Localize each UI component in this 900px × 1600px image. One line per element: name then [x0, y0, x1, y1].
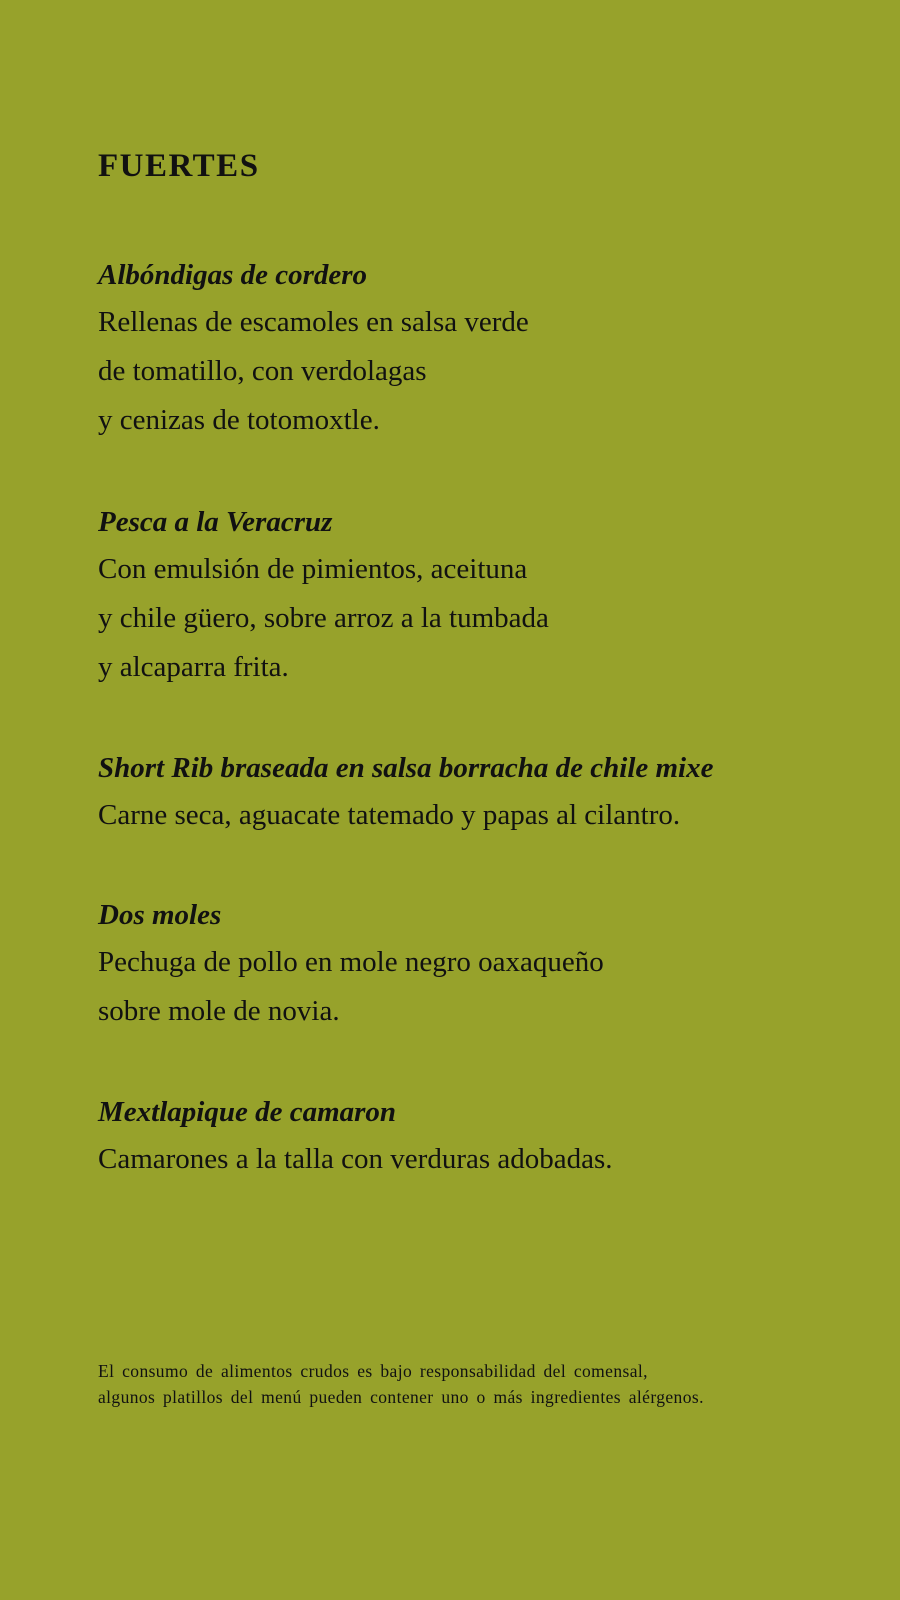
dish-description	[98, 791, 858, 840]
dish-description	[98, 1135, 858, 1184]
dish-item	[98, 258, 858, 445]
dish-description	[98, 938, 858, 1036]
section-title: FUERTES	[98, 148, 260, 184]
dish-description-line: Pechuga de pollo en mole negro oaxaqueño	[98, 946, 604, 978]
dish-name: Mextlapique de camaron	[98, 1096, 397, 1128]
dish-description	[98, 545, 858, 692]
dish-description-line: Rellenas de escamoles en salsa verde	[98, 306, 529, 338]
dish-description-line: Con emulsión de pimientos, aceituna	[98, 553, 528, 585]
dish-description-line: y cenizas de totomoxtle.	[98, 404, 380, 436]
dish-name: Albóndigas de cordero	[98, 259, 368, 291]
dish-description-line: Carne seca, aguacate tatemado y papas al cilantro.	[98, 799, 681, 831]
dish-name: Short Rib braseada en salsa borracha de chile mixe	[98, 752, 714, 784]
disclaimer-line: El consumo de alimentos crudos es bajo responsabilidad del comensal,	[98, 1361, 648, 1381]
dish-description-line: y chile güero, sobre arroz a la tumbada	[98, 602, 549, 634]
dish-item	[98, 505, 858, 692]
disclaimer-line: algunos platillos del menú pueden contener uno o más ingredientes alérgenos.	[98, 1387, 704, 1407]
dish-name: Pesca a la Veracruz	[98, 506, 333, 538]
dish-item	[98, 751, 858, 840]
dish-item	[98, 898, 858, 1036]
dish-description	[98, 298, 858, 445]
dish-description-line: Camarones a la talla con verduras adobadas.	[98, 1143, 613, 1175]
dish-item	[98, 1095, 858, 1184]
allergen-disclaimer	[98, 1358, 858, 1410]
dish-name: Dos moles	[98, 899, 222, 931]
dish-description-line: sobre mole de novia.	[98, 995, 340, 1027]
dish-description-line: de tomatillo, con verdolagas	[98, 355, 427, 387]
dish-description-line: y alcaparra frita.	[98, 651, 289, 683]
